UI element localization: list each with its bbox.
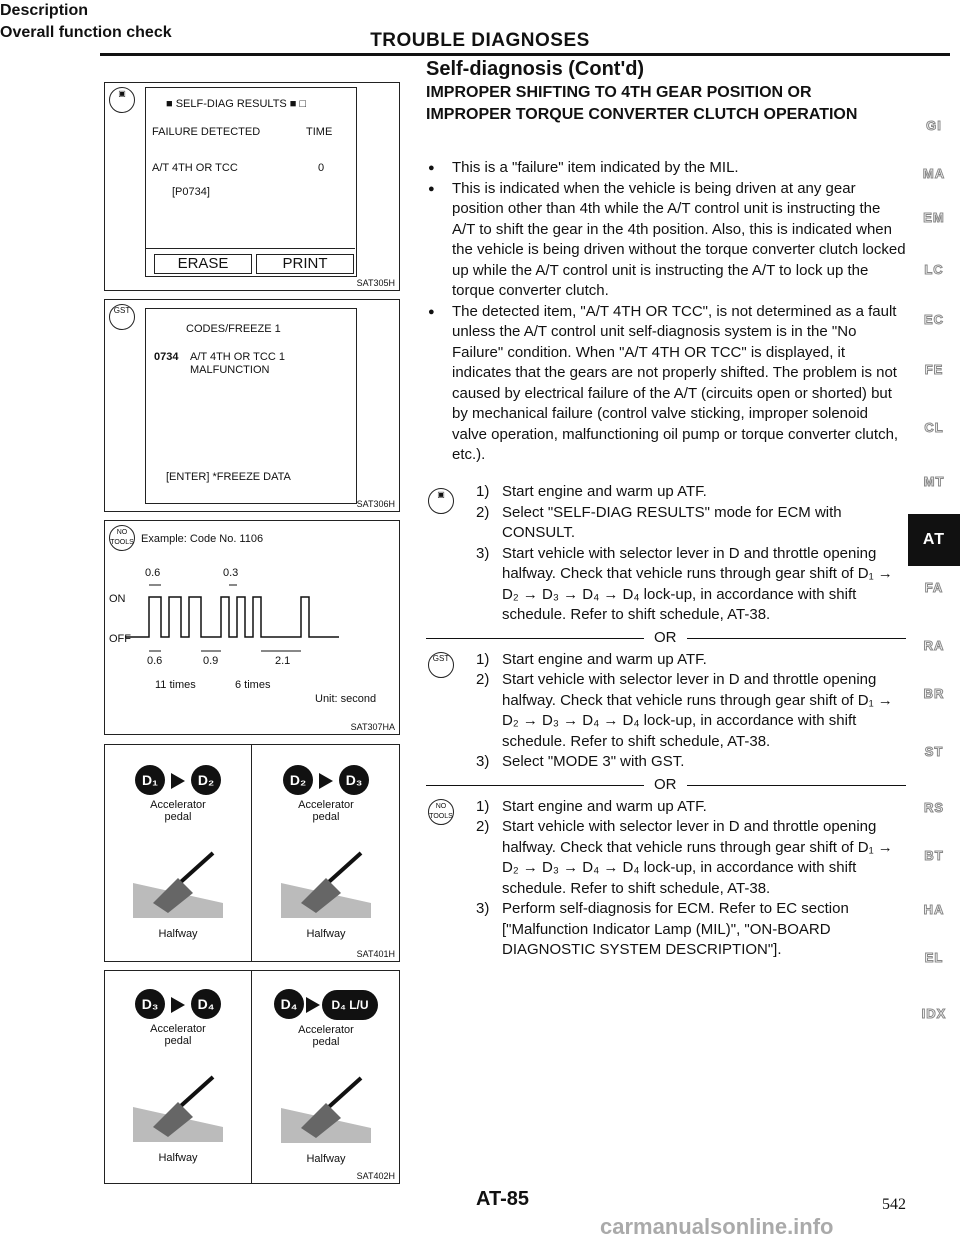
description-body (426, 158, 906, 466)
side-tab-gi[interactable]: GI (926, 118, 942, 133)
desc-bullet-2: ● This is indicated when the vehicle is being driven at any gear position other than 4th while the A/T control unit is instructing the A/T to shift the gear in the 4th position. Also, this is indicated when the vehicle is being driven without the torque converter clutch locked up while the A/T control unit is instructing the A/T to lock up the torque converter clutch. (426, 179, 906, 302)
pedal-figure-2 (104, 970, 400, 1184)
arrow-icon (171, 997, 185, 1013)
consult-display (145, 87, 357, 277)
arrow-icon (306, 997, 320, 1013)
figure-ref: SAT305H (356, 278, 395, 288)
page-number: 542 (882, 1196, 906, 1213)
side-tab-br[interactable]: BR (923, 686, 945, 701)
failure-time: 0 (318, 162, 325, 174)
display-title-row: ■ SELF-DIAG RESULTS ■ □ (166, 98, 307, 110)
halfway-label: Halfway (306, 928, 346, 940)
consult-screen-figure (104, 82, 400, 291)
figure-ref: SAT306H (356, 499, 395, 509)
consult-icon: ▣ (428, 488, 454, 514)
side-tab-ec[interactable]: EC (923, 312, 945, 327)
side-tab-el[interactable]: EL (924, 950, 944, 965)
accel-label: Accelerator pedal (150, 1023, 206, 1047)
failure-item: A/T 4TH OR TCC (152, 162, 238, 174)
watermark: carmanualsonline.info (600, 1214, 834, 1239)
print-button[interactable]: PRINT (256, 254, 354, 274)
accel-label: Accelerator pedal (298, 1024, 354, 1048)
t09: 0.9 (203, 655, 219, 667)
gst-item2: MALFUNCTION (190, 364, 270, 376)
step-text: Start engine and warm up ATF. (502, 650, 707, 668)
gst-item: A/T 4TH OR TCC 1 (190, 351, 285, 363)
pedal-panel-d3-d4 (105, 989, 251, 1164)
display-title: SELF-DIAG RESULTS (175, 98, 287, 110)
topic-heading-2: IMPROPER TORQUE CONVERTER CLUTCH OPERATION (426, 106, 858, 123)
no-tools-icon: NO TOOLS (428, 799, 454, 825)
side-tab-fa[interactable]: FA (924, 580, 944, 595)
off-label: OFF (109, 633, 131, 645)
halfway-label: Halfway (158, 928, 198, 940)
arrow-icon (319, 773, 333, 789)
side-tab-em[interactable]: EM (923, 210, 945, 225)
side-tab-ha[interactable]: HA (923, 902, 945, 917)
side-tab-cl[interactable]: CL (924, 420, 944, 435)
accel-label: Accelerator pedal (150, 799, 206, 823)
step-num: 3) (476, 753, 490, 770)
side-tab-at[interactable]: AT (908, 514, 960, 566)
figure-ref: SAT307HA (350, 722, 395, 732)
step-num: 2) (476, 503, 490, 521)
side-tab-ma[interactable]: MA (922, 166, 946, 181)
step-num: 3) (476, 544, 490, 562)
display-divider (146, 248, 355, 249)
gear-to: D₂ (191, 765, 221, 795)
or-divider: OR (426, 775, 906, 795)
no-tools-icon: NO TOOLS (109, 525, 135, 551)
gst-footer: [ENTER] *FREEZE DATA (166, 471, 291, 483)
erase-button[interactable]: ERASE (154, 254, 252, 274)
arrow-icon (171, 773, 185, 789)
step-text: Start vehicle with selector lever in D and throttle opening halfway. Check that vehicle runs through gear shift of D₁ → D₂ → D₃ → D₄ → D₄ lock-up, in accordance with shift schedule. Refer to shift schedule, AT-38. (502, 818, 893, 897)
gear-to: D₄ L/U (322, 990, 378, 1020)
side-tab-idx[interactable]: IDX (921, 1006, 947, 1021)
gear-from: D₂ (283, 765, 313, 795)
step-num: 1) (476, 483, 490, 500)
side-tab-ra[interactable]: RA (923, 638, 945, 653)
gst-screen-figure (104, 299, 400, 512)
pedal-illustration (271, 1048, 381, 1148)
overall-body (426, 482, 906, 961)
step-text: Start vehicle with selector lever in D and throttle opening halfway. Check that vehicle runs through gear shift of D₁ → D₂ → D₃ → D₄ → D₄ lock-up, in accordance with shift schedule. Refer to shift schedule, AT-38. (502, 544, 893, 623)
gear-from: D₄ (274, 989, 304, 1019)
gst-icon: GST (428, 652, 454, 678)
t21: 2.1 (275, 655, 291, 667)
header-rule (100, 53, 950, 56)
description-heading: Description (0, 2, 89, 19)
desc-bullet-3: ● The detected item, "A/T 4TH OR TCC", is not determined as a fault unless the A/T control unit self-diagnosis system is in the "No Failure" condition. When "A/T 4TH OR TCC" is displayed, it indicates that the gears are not properly shifted. The problem is not caused by electrical failure of the A/T (circuits open or shorted) but by mechanical failure (control valve sticking, improper solenoid valve operation, malfunctioning oil pump or torque converter clutch, etc.). (426, 302, 906, 466)
failure-code: [P0734] (172, 186, 210, 198)
times6: 6 times (235, 679, 271, 691)
side-tab-fe[interactable]: FE (924, 362, 944, 377)
pedal-illustration (123, 1047, 233, 1147)
pedal-panel-d4-lu (253, 989, 399, 1165)
step-text: Start vehicle with selector lever in D and throttle opening halfway. Check that vehicle runs through gear shift of D₁ → D₂ → D₃ → D₄ → D₄ lock-up, in accordance with shift schedule. Refer to shift schedule, AT-38. (502, 671, 893, 750)
pedal-illustration (271, 823, 381, 923)
section-title: Self-diagnosis (Cont'd) (426, 58, 645, 80)
gst-line1: CODES/FREEZE 1 (186, 323, 281, 335)
example-label: Example: Code No. 1106 (141, 533, 264, 545)
t06b: 0.6 (147, 655, 163, 667)
gst-code: 0734 (154, 351, 179, 363)
page-header: TROUBLE DIAGNOSES (370, 30, 590, 51)
step-num: 2) (476, 818, 490, 835)
col-time: TIME (306, 126, 333, 138)
pedal-panel-d1-d2 (105, 765, 251, 940)
gst-steps (426, 650, 906, 773)
t06a: 0.6 (145, 567, 161, 579)
col-failure: FAILURE DETECTED (152, 126, 261, 138)
code-example-figure (104, 520, 400, 735)
unit-label: Unit: second (315, 693, 377, 705)
pedal-panel-d2-d3 (253, 765, 399, 940)
consult-icon: ▣ (109, 87, 135, 113)
step-num: 1) (476, 797, 490, 815)
gear-to: D₄ (191, 989, 221, 1019)
gst-icon: GST (109, 304, 135, 330)
or-divider: OR (426, 628, 906, 648)
times11: 11 times (155, 679, 196, 691)
gear-to: D₃ (339, 765, 369, 795)
step-text: Start engine and warm up ATF. (502, 797, 707, 815)
desc-bullet-1: ● This is a "failure" item indicated by the MIL. (426, 158, 906, 179)
gear-from: D₁ (135, 765, 165, 795)
overall-heading: Overall function check (0, 24, 172, 41)
step-text: Perform self-diagnosis for ECM. Refer to EC section ["Malfunction Indicator Lamp (MIL)", "ON-BOARD DIAGNOSTIC SYSTEM DESCRIPTION"]. (502, 900, 849, 958)
topic-heading-1: IMPROPER SHIFTING TO 4TH GEAR POSITION OR (426, 84, 812, 101)
gst-display (145, 308, 357, 504)
side-tab-lc[interactable]: LC (924, 262, 944, 277)
notools-steps (426, 797, 906, 961)
step-num: 1) (476, 650, 490, 668)
halfway-label: Halfway (158, 1152, 198, 1164)
accel-label: Accelerator pedal (298, 799, 354, 823)
page-code: AT-85 (476, 1188, 529, 1210)
side-tab-rs[interactable]: RS (923, 800, 945, 815)
halfway-label: Halfway (306, 1153, 346, 1165)
figure-ref: SAT402H (356, 1171, 395, 1181)
side-tab-st[interactable]: ST (924, 744, 944, 759)
step-num: 2) (476, 671, 490, 688)
step-text: Select "MODE 3" with GST. (502, 753, 685, 770)
side-tab-mt[interactable]: MT (923, 474, 945, 489)
step-text: Select "SELF-DIAG RESULTS" mode for ECM with CONSULT. (502, 503, 842, 541)
step-num: 3) (476, 900, 490, 917)
pedal-figure-1 (104, 744, 400, 962)
t03: 0.3 (223, 567, 239, 579)
step-text: Start engine and warm up ATF. (502, 483, 707, 500)
on-label: ON (109, 593, 126, 605)
gear-from: D₃ (135, 989, 165, 1019)
side-tab-bt[interactable]: BT (924, 848, 944, 863)
figure-ref: SAT401H (356, 949, 395, 959)
pedal-illustration (123, 823, 233, 923)
